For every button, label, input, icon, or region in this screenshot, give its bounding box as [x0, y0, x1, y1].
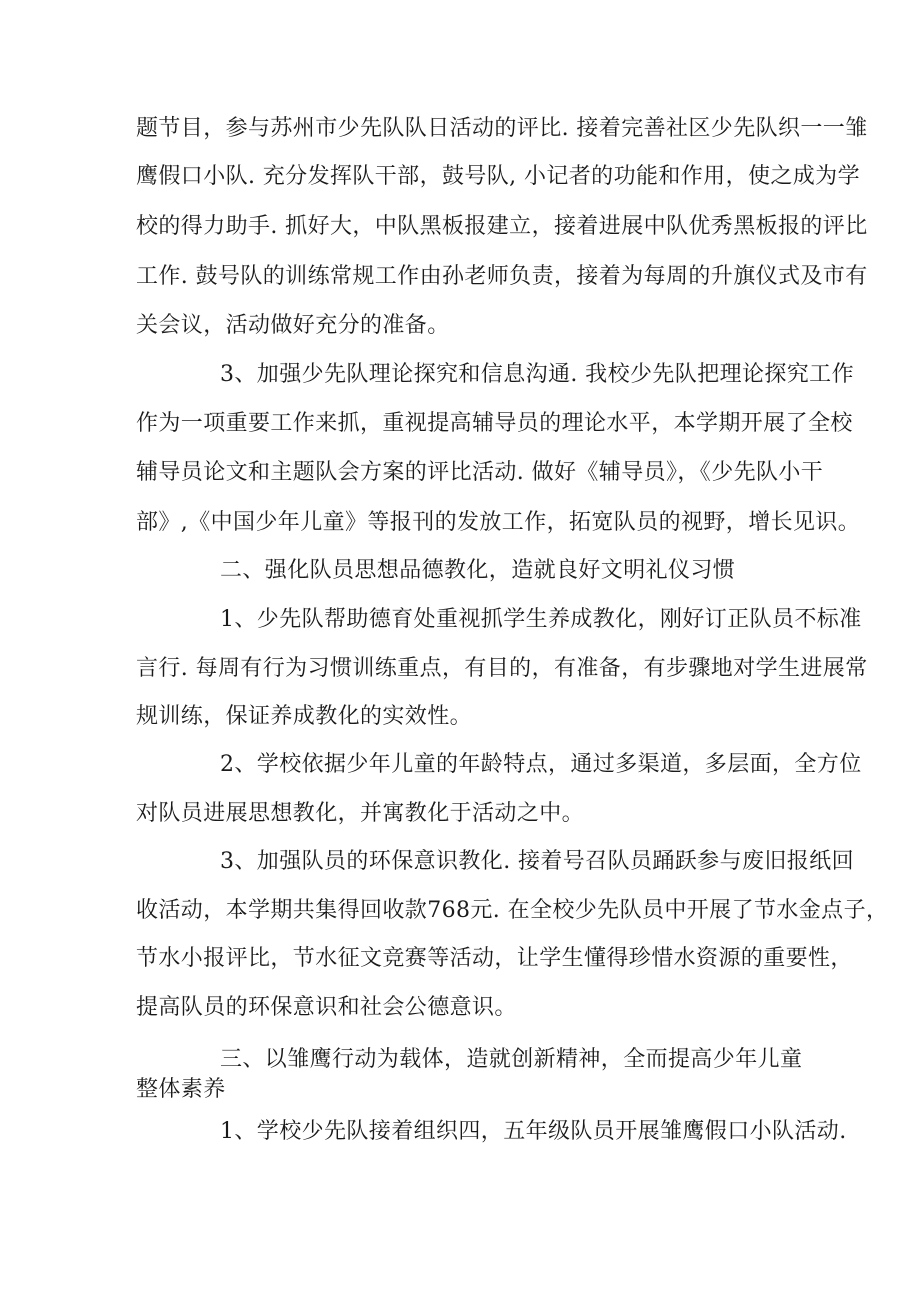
text-line: 部》,《中国少年儿童》等报刊的发放工作，拓宽队员的视野，增长见识。	[136, 510, 861, 535]
text-line: 校的得力助手. 抓好大，中队黑板报建立，接着进展中队优秀黑板报的评比	[136, 214, 868, 239]
text-line: 工作. 鼓号队的训练常规工作由孙老师负责，接着为每周的升旗仪式及市有	[136, 264, 868, 289]
text-line: 关会议，活动做好充分的准备。	[136, 313, 450, 338]
paragraph-first-line: 1、少先队帮助德育处重视抓学生养成教化，刚好订正队员不标准	[220, 607, 862, 632]
section-heading: 三、以雏鹰行动为载体，造就创新精神，全而提高少年儿童	[220, 1047, 803, 1072]
text-line: 鹰假口小队. 充分发挥队干部，鼓号队, 小记者的功能和作用，使之成为学	[136, 164, 860, 189]
text-line: 作为一项重要工作来抓，重视提高辅导员的理论水平，本学期开展了全校	[136, 411, 853, 436]
section-heading-continuation: 整体素养	[136, 1077, 226, 1102]
text-line: 节水小报评比，节水征文竞赛等活动，让学生懂得珍惜水资源的重要性，	[136, 946, 853, 971]
text-line: 题节目，参与苏州市少先队队日活动的评比. 接着完善社区少先队织一一雏	[136, 116, 868, 141]
paragraph-first-line: 3、加强队员的环保意识教化. 接着号召队员踊跃参与废旧报纸回	[220, 849, 854, 874]
text-line: 规训练，保证养成教化的实效性。	[136, 704, 473, 729]
text-line: 言行. 每周有行为习惯训练重点，有目的，有准备，有步骤地对学生进展常	[136, 656, 868, 681]
text-line: 对队员进展思想教化，并寓教化于活动之中。	[136, 801, 585, 826]
paragraph-first-line: 1、学校少先队接着组织四，五年级队员开展雏鹰假口小队活动.	[220, 1119, 847, 1144]
text-line: 收活动，本学期共集得回收款768元. 在全校少先队员中开展了节水金点子，	[136, 898, 889, 923]
paragraph-first-line: 3、加强少先队理论探究和信息沟通. 我校少先队把理论探究工作	[220, 362, 854, 387]
paragraph-first-line: 2、学校依据少年儿童的年龄特点，通过多渠道，多层面，全方位	[220, 752, 862, 777]
text-line: 辅导员论文和主题队会方案的评比活动. 做好《辅导员》，《少先队小干	[136, 460, 824, 485]
text-line: 提高队员的环保意识和社会公德意识。	[136, 995, 517, 1020]
section-heading: 二、强化队员思想品德教化，造就良好文明礼仪习惯	[220, 558, 736, 583]
